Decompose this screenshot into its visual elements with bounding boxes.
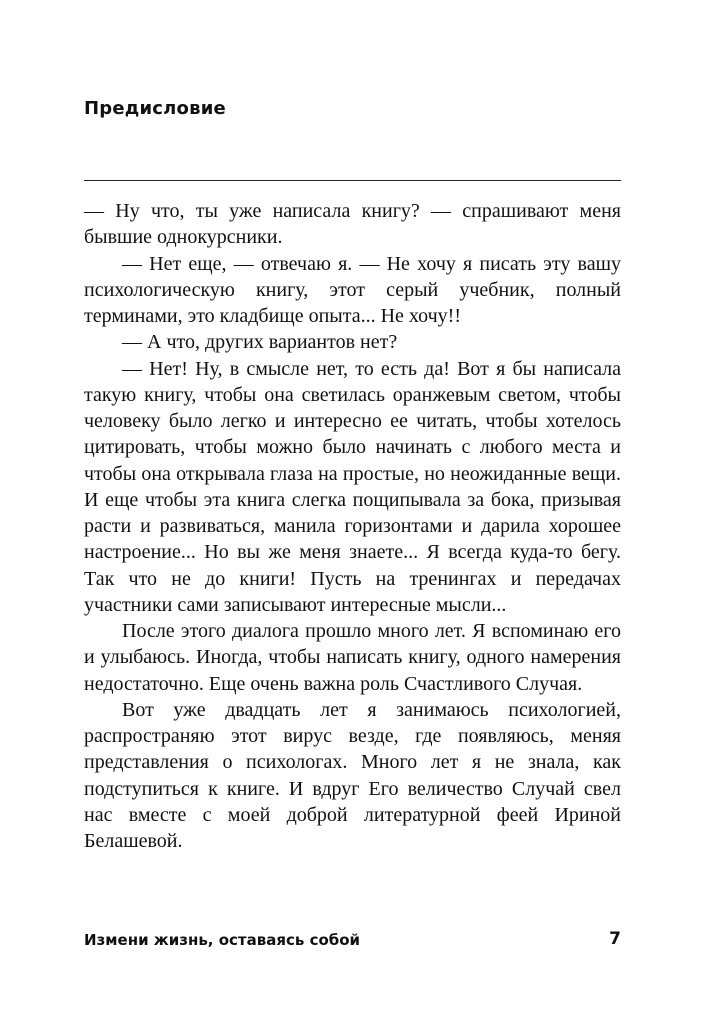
paragraph: — А что, других вариантов нет? — [122, 331, 398, 354]
running-footer-title: Измени жизнь, оставаясь собой — [84, 931, 361, 949]
paragraph: После этого диалога прошло много лет. Я вспоминаю его и улыбаюсь. Иногда, чтобы написать книгу, одного намерения недостаточно. Еще очень важна роль Счастливого Случая. — [84, 620, 621, 695]
header-divider — [84, 180, 621, 181]
page-title: Предисловие — [84, 98, 226, 119]
body-text — [84, 198, 621, 854]
page-number: 7 — [609, 929, 621, 949]
paragraph: — Ну что, ты уже написала книгу? — спрашивают меня бывшие однокурсники. — [84, 200, 621, 249]
paragraph: — Нет! Ну, в смысле нет, то есть да! Вот я бы написала такую книгу, чтобы она светилась оранжевым светом, чтобы человеку было легко и интересно ее читать, чтобы хотелось цитировать, чтобы можно было начинать с любого места и чтобы она открывала глаза на простые, но неожиданные вещи. И еще чтобы эта книга слегка пощипывала за бока, призывая расти и развиваться, манила горизонтами и дарила хорошее настроение... Но вы же меня знаете... Я всегда куда-то бегу. Так что не до книги! Пусть на тренингах и передачах участники сами записывают интересные мысли... — [84, 357, 621, 616]
paragraph: Вот уже двадцать лет я занимаюсь психологией, распространяю этот вирус везде, где появляюсь, меняя представления о психологах. Много лет я не знала, как подступиться к книге. И вдруг Его величество Случай свел нас вместе с моей доброй литературной феей Ириной Белашевой. — [84, 698, 621, 852]
paragraph: — Нет еще, — отвечаю я. — Не хочу я писать эту вашу психологическую книгу, этот серый учебник, полный терминами, это кладбище опыта... Не хочу!! — [84, 252, 621, 327]
